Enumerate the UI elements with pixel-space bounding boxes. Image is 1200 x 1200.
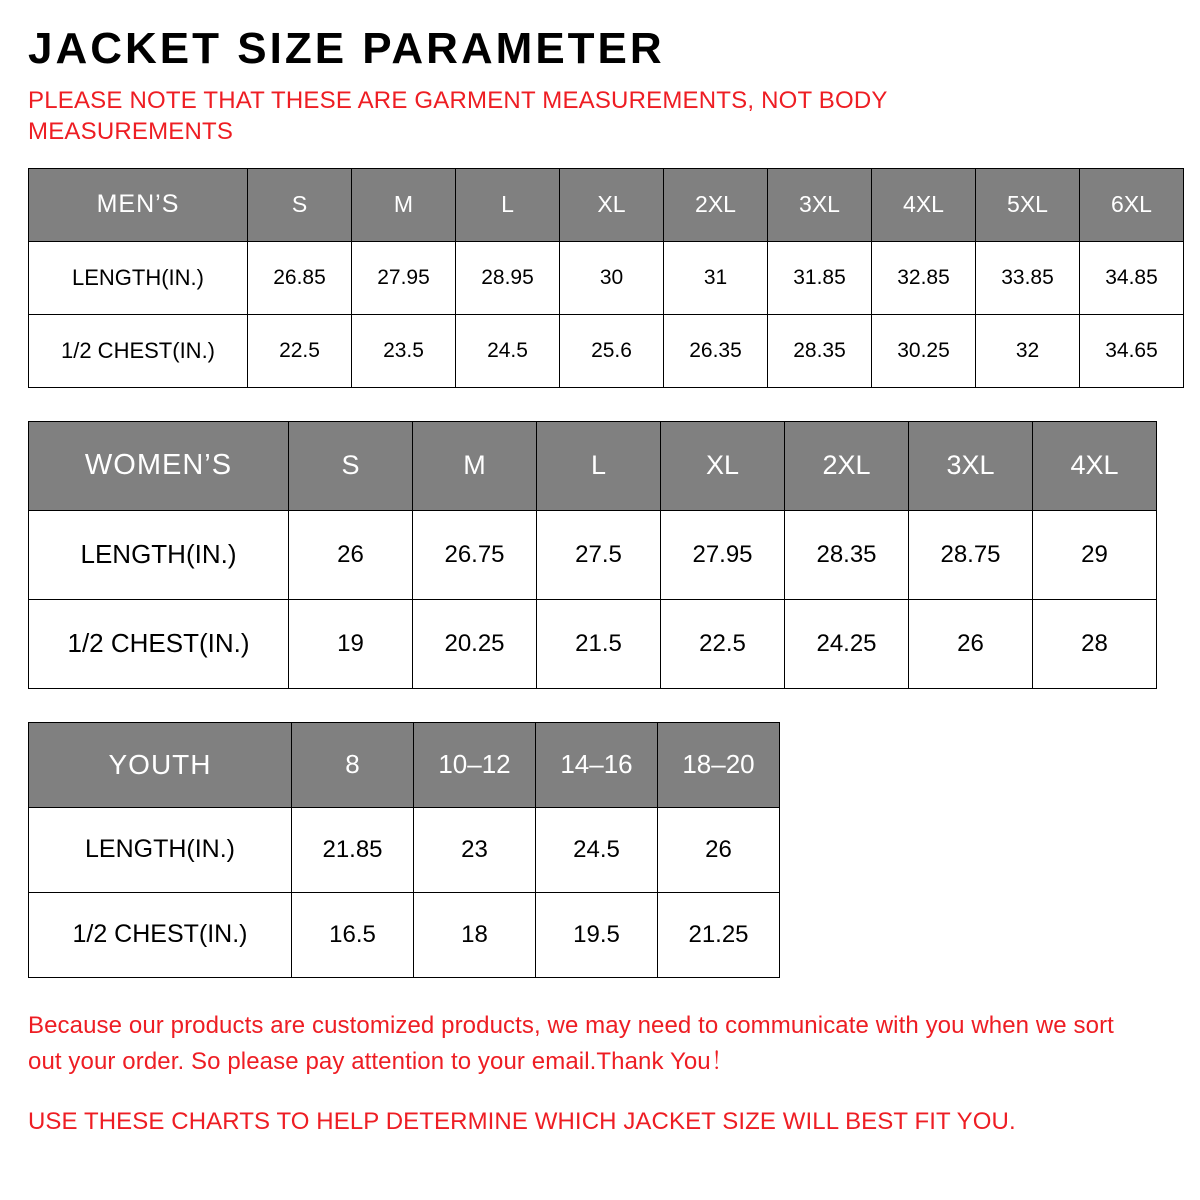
cell-value: 31	[664, 241, 768, 314]
cell-value: 34.65	[1080, 314, 1184, 387]
header-size: M	[413, 421, 537, 510]
garment-measurement-note: PLEASE NOTE THAT THESE ARE GARMENT MEASUREMENTS, NOT BODY MEASUREMENTS	[28, 87, 888, 145]
header-size: 3XL	[909, 421, 1033, 510]
header-category: WOMEN’S	[29, 421, 289, 510]
header-size: 2XL	[785, 421, 909, 510]
header-size: L	[456, 168, 560, 241]
table-header-row	[29, 168, 1184, 241]
header-size: 2XL	[664, 168, 768, 241]
cell-value: 29	[1033, 510, 1157, 599]
header-size: L	[537, 421, 661, 510]
row-label: 1/2 CHEST(IN.)	[29, 314, 248, 387]
cell-value: 24.5	[536, 807, 658, 892]
header-size: 18–20	[658, 722, 780, 807]
header-size: XL	[560, 168, 664, 241]
header-size: 4XL	[872, 168, 976, 241]
cell-value: 33.85	[976, 241, 1080, 314]
cell-value: 28.35	[785, 510, 909, 599]
cell-value: 32	[976, 314, 1080, 387]
cell-value: 26	[909, 599, 1033, 688]
customization-notice: Because our products are customized products, we may need to communicate with you when we sort out your order. So please pay attention to your email.Thank You！	[28, 1011, 1114, 1075]
cell-value: 23	[414, 807, 536, 892]
youth-size-table	[28, 722, 780, 978]
cell-value: 28.95	[456, 241, 560, 314]
table-row	[29, 314, 1184, 387]
womens-size-table	[28, 421, 1157, 689]
cell-value: 22.5	[248, 314, 352, 387]
cell-value: 31.85	[768, 241, 872, 314]
cell-value: 16.5	[292, 892, 414, 977]
table-header-row	[29, 421, 1157, 510]
table-row	[29, 892, 780, 977]
cell-value: 22.5	[661, 599, 785, 688]
header-size: 3XL	[768, 168, 872, 241]
cell-value: 19	[289, 599, 413, 688]
page-title: JACKET SIZE PARAMETER	[28, 24, 665, 73]
row-label: 1/2 CHEST(IN.)	[29, 599, 289, 688]
cell-value: 30	[560, 241, 664, 314]
header-size: 14–16	[536, 722, 658, 807]
cell-value: 26	[658, 807, 780, 892]
header-size: XL	[661, 421, 785, 510]
header-size: M	[352, 168, 456, 241]
header-size: S	[289, 421, 413, 510]
table-header-row	[29, 722, 780, 807]
table-row	[29, 807, 780, 892]
cell-value: 21.25	[658, 892, 780, 977]
header-size: 5XL	[976, 168, 1080, 241]
table-row	[29, 510, 1157, 599]
header-size: 6XL	[1080, 168, 1184, 241]
cell-value: 28.75	[909, 510, 1033, 599]
cell-value: 32.85	[872, 241, 976, 314]
cell-value: 18	[414, 892, 536, 977]
cell-value: 28.35	[768, 314, 872, 387]
header-category: MEN’S	[29, 168, 248, 241]
cell-value: 25.6	[560, 314, 664, 387]
header-category: YOUTH	[29, 722, 292, 807]
cell-value: 26.75	[413, 510, 537, 599]
cell-value: 19.5	[536, 892, 658, 977]
cell-value: 30.25	[872, 314, 976, 387]
cell-value: 24.5	[456, 314, 560, 387]
cell-value: 26.85	[248, 241, 352, 314]
header-size: 8	[292, 722, 414, 807]
cell-value: 24.25	[785, 599, 909, 688]
mens-size-table	[28, 168, 1184, 388]
cell-value: 34.85	[1080, 241, 1184, 314]
row-label: LENGTH(IN.)	[29, 510, 289, 599]
cell-value: 27.95	[352, 241, 456, 314]
cell-value: 21.5	[537, 599, 661, 688]
cell-value: 27.5	[537, 510, 661, 599]
table-row	[29, 599, 1157, 688]
cell-value: 27.95	[661, 510, 785, 599]
row-label: 1/2 CHEST(IN.)	[29, 892, 292, 977]
chart-usage-notice: USE THESE CHARTS TO HELP DETERMINE WHICH JACKET SIZE WILL BEST FIT YOU.	[28, 1107, 1016, 1135]
table-row	[29, 241, 1184, 314]
cell-value: 20.25	[413, 599, 537, 688]
header-size: 10–12	[414, 722, 536, 807]
header-size: 4XL	[1033, 421, 1157, 510]
cell-value: 21.85	[292, 807, 414, 892]
row-label: LENGTH(IN.)	[29, 807, 292, 892]
header-size: S	[248, 168, 352, 241]
cell-value: 28	[1033, 599, 1157, 688]
cell-value: 26.35	[664, 314, 768, 387]
cell-value: 26	[289, 510, 413, 599]
cell-value: 23.5	[352, 314, 456, 387]
row-label: LENGTH(IN.)	[29, 241, 248, 314]
